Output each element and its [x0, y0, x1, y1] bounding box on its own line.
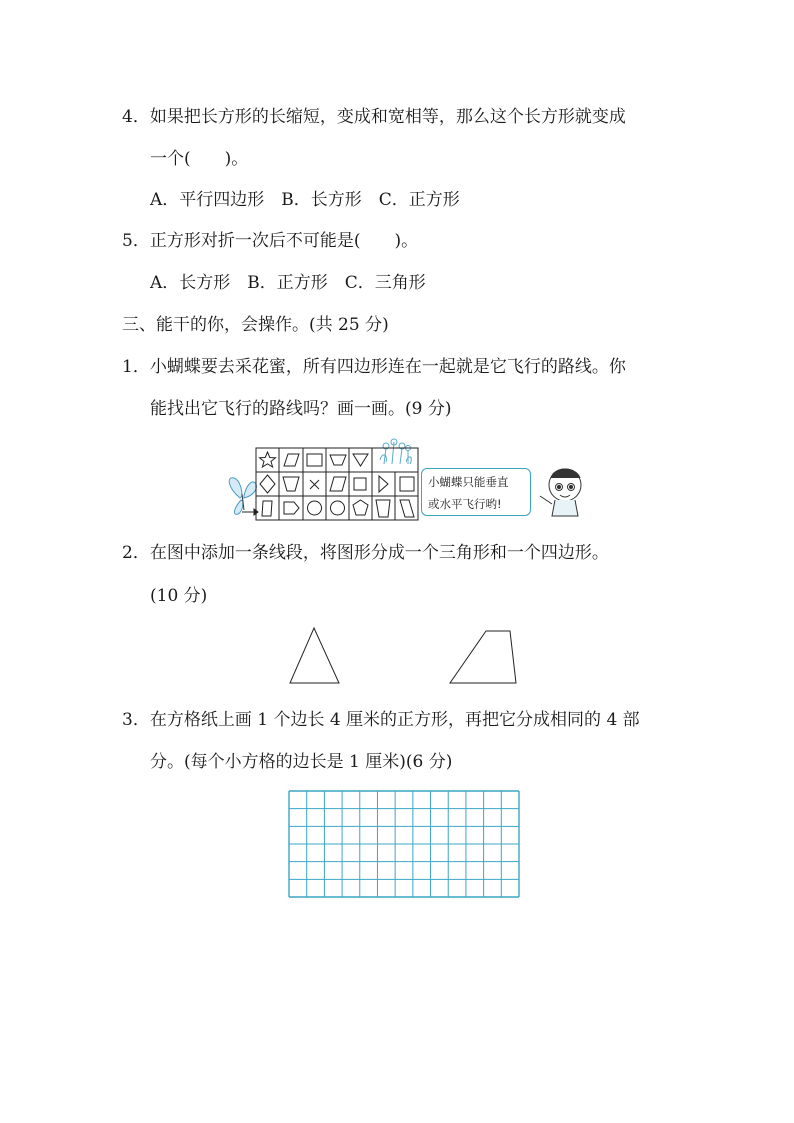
q5-line1: 5．正方形对折一次后不可能是( )。 — [122, 231, 419, 251]
butterfly-maze-figure — [222, 438, 592, 528]
square-shape — [354, 478, 366, 490]
circle-shape — [331, 501, 345, 515]
flower-icon — [380, 439, 411, 464]
trapezoid-figure — [448, 628, 520, 686]
bubble-line2: 或水平飞行哟! — [428, 497, 502, 511]
p2-line2: (10 分) — [150, 586, 208, 606]
section3-title: 三、能干的你，会操作。(共 25 分) — [122, 315, 389, 335]
rhombus-shape — [260, 475, 275, 493]
butterfly-icon — [229, 478, 256, 515]
triangle-shape — [353, 454, 368, 466]
pentagon-shape — [353, 500, 368, 515]
q4-options: A．平行四边形 B．长方形 C．正方形 — [150, 190, 460, 210]
parallelogram-shape — [400, 500, 414, 517]
bubble-line1: 小蝴蝶只能垂直 — [428, 475, 509, 489]
parallelogram-shape — [330, 477, 346, 491]
triangle-figure — [288, 626, 344, 686]
p3-line1: 3．在方格纸上画 1 个边长 4 厘米的正方形，再把它分成相同的 4 部 — [122, 710, 640, 730]
quadrilateral-shape — [262, 501, 272, 516]
hint-speech-bubble — [421, 468, 531, 516]
boy-character-icon — [540, 469, 581, 516]
circle-shape — [308, 501, 322, 515]
p2-line1: 2．在图中添加一条线段，将图形分成一个三角形和一个四边形。 — [122, 543, 609, 563]
pentagon-shape — [284, 502, 299, 514]
trapezoid-shape — [283, 477, 299, 491]
q5-options: A．长方形 B．正方形 C．三角形 — [150, 273, 426, 293]
parallelogram-shape — [284, 454, 299, 466]
square-shape — [400, 477, 414, 491]
shape-maze-grid — [256, 448, 418, 520]
cross-shape — [310, 480, 319, 489]
p1-line2: 能找出它飞行的路线吗？画一画。(9 分) — [150, 399, 452, 419]
trapezoid-shape — [376, 500, 390, 517]
rectangle-shape — [307, 454, 322, 466]
q4-line1: 4．如果把长方形的长缩短，变成和宽相等，那么这个长方形就变成 — [122, 107, 626, 127]
p1-line1: 1．小蝴蝶要去采花蜜，所有四边形连在一起就是它飞行的路线。你 — [122, 357, 626, 377]
q4-line2: 一个( )。 — [150, 149, 249, 169]
p3-line2: 分。(每个小方格的边长是 1 厘米)(6 分) — [150, 752, 453, 772]
trapezoid-shape — [330, 455, 346, 465]
triangle-shape — [379, 476, 388, 492]
star-shape — [260, 452, 276, 467]
grid-paper[interactable] — [288, 790, 520, 898]
